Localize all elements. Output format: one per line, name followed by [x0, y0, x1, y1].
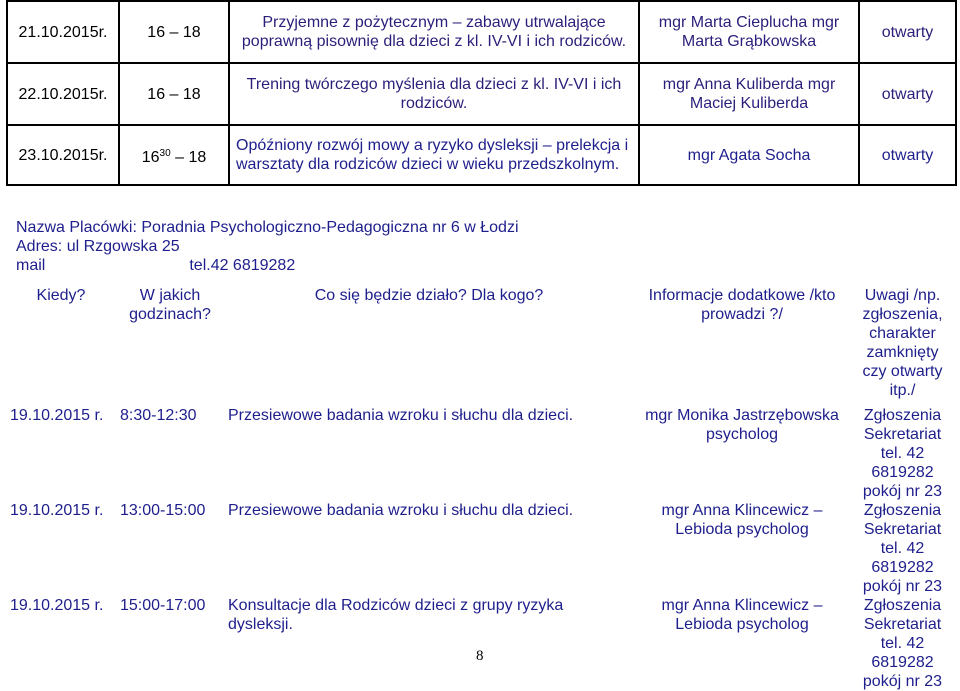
mail-label: mail: [16, 257, 46, 274]
row-hours: 15:00-17:00: [120, 597, 206, 614]
event-time-end: – 18: [170, 148, 207, 166]
event-title: Opóźniony rozwój mowy a ryzyko dysleksji – prelekcja i warsztaty dla rodziców dzieci w wieku przedszkolnym.: [229, 125, 639, 185]
row-hours: 8:30-12:30: [120, 407, 197, 424]
event-title: Przyjemne z pożytecznym – zabawy utrwalające poprawną pisownię dla dzieci z kl. IV-VI i ich rodziców.: [229, 1, 639, 63]
event-row: [7, 1, 956, 63]
schedule-table: [6, 284, 955, 691]
row-what: Przesiewowe badania wzroku i słuchu dla dzieci.: [228, 407, 574, 424]
row-date: 19.10.2015 r.: [10, 502, 104, 519]
event-time: 16 – 18: [119, 1, 229, 63]
event-leaders: mgr Agata Socha: [639, 125, 859, 185]
institution-info: [16, 218, 519, 275]
event-leaders: mgr Anna Kuliberda mgr Maciej Kuliberda: [639, 63, 859, 125]
table-row: [6, 501, 955, 596]
row-hours: 13:00-15:00: [120, 502, 206, 519]
row-info: mgr Monika Jastrzębowska psycholog: [645, 407, 839, 443]
event-date: 22.10.2015r.: [7, 63, 119, 125]
institution-phone: tel.42 6819282: [189, 257, 296, 274]
table-row: [6, 406, 955, 501]
table-row: [6, 596, 955, 691]
row-notes: Zgłoszenia Sekretariat tel. 42 6819282 pokój nr 23: [862, 502, 943, 595]
header-when: Kiedy?: [36, 287, 86, 304]
row-date: 19.10.2015 r.: [10, 597, 104, 614]
institution-name: Nazwa Placówki: Poradnia Psychologiczno-Pedagogiczna nr 6 w Łodzi: [16, 219, 519, 236]
event-date: 21.10.2015r.: [7, 1, 119, 63]
event-time: [119, 125, 229, 185]
event-status: otwarty: [859, 125, 956, 185]
row-info: mgr Anna Klincewicz – Lebioda psycholog: [661, 597, 823, 633]
institution-address: Adres: ul Rzgowska 25: [16, 238, 180, 255]
row-notes: Zgłoszenia Sekretariat tel. 42 6819282 pokój nr 23: [862, 597, 943, 690]
event-title: Trening twórczego myślenia dla dzieci z kl. IV-VI i ich rodziców.: [229, 63, 639, 125]
row-what: Konsultacje dla Rodziców dzieci z grupy ryzyka dysleksji.: [228, 597, 564, 633]
event-status: otwarty: [859, 63, 956, 125]
event-row: [7, 63, 956, 125]
event-leaders: mgr Marta Cieplucha mgr Marta Grąbkowska: [639, 1, 859, 63]
event-time: 16 – 18: [119, 63, 229, 125]
events-table-top: [6, 0, 957, 186]
row-notes: Zgłoszenia Sekretariat tel. 42 6819282 pokój nr 23: [862, 407, 943, 500]
event-row: [7, 125, 956, 185]
row-date: 19.10.2015 r.: [10, 407, 104, 424]
event-status: otwarty: [859, 1, 956, 63]
institution-contact: [16, 256, 519, 275]
header-info: Informacje dodatkowe /kto prowadzi ?/: [648, 287, 836, 323]
event-date: 23.10.2015r.: [7, 125, 119, 185]
row-info: mgr Anna Klincewicz – Lebioda psycholog: [661, 502, 823, 538]
page-number: 8: [476, 648, 484, 664]
row-what: Przesiewowe badania wzroku i słuchu dla dzieci.: [228, 502, 574, 519]
header-hours: W jakich godzinach?: [129, 287, 211, 323]
event-time-minutes: 30: [159, 147, 171, 159]
header-what: Co się będzie działo? Dla kogo?: [314, 287, 544, 304]
event-time-hour: 16: [141, 148, 160, 166]
schedule-header-row: [6, 284, 955, 406]
header-notes: Uwagi /np. zgłoszenia, charakter zamknięty czy otwarty itp./: [862, 287, 943, 399]
